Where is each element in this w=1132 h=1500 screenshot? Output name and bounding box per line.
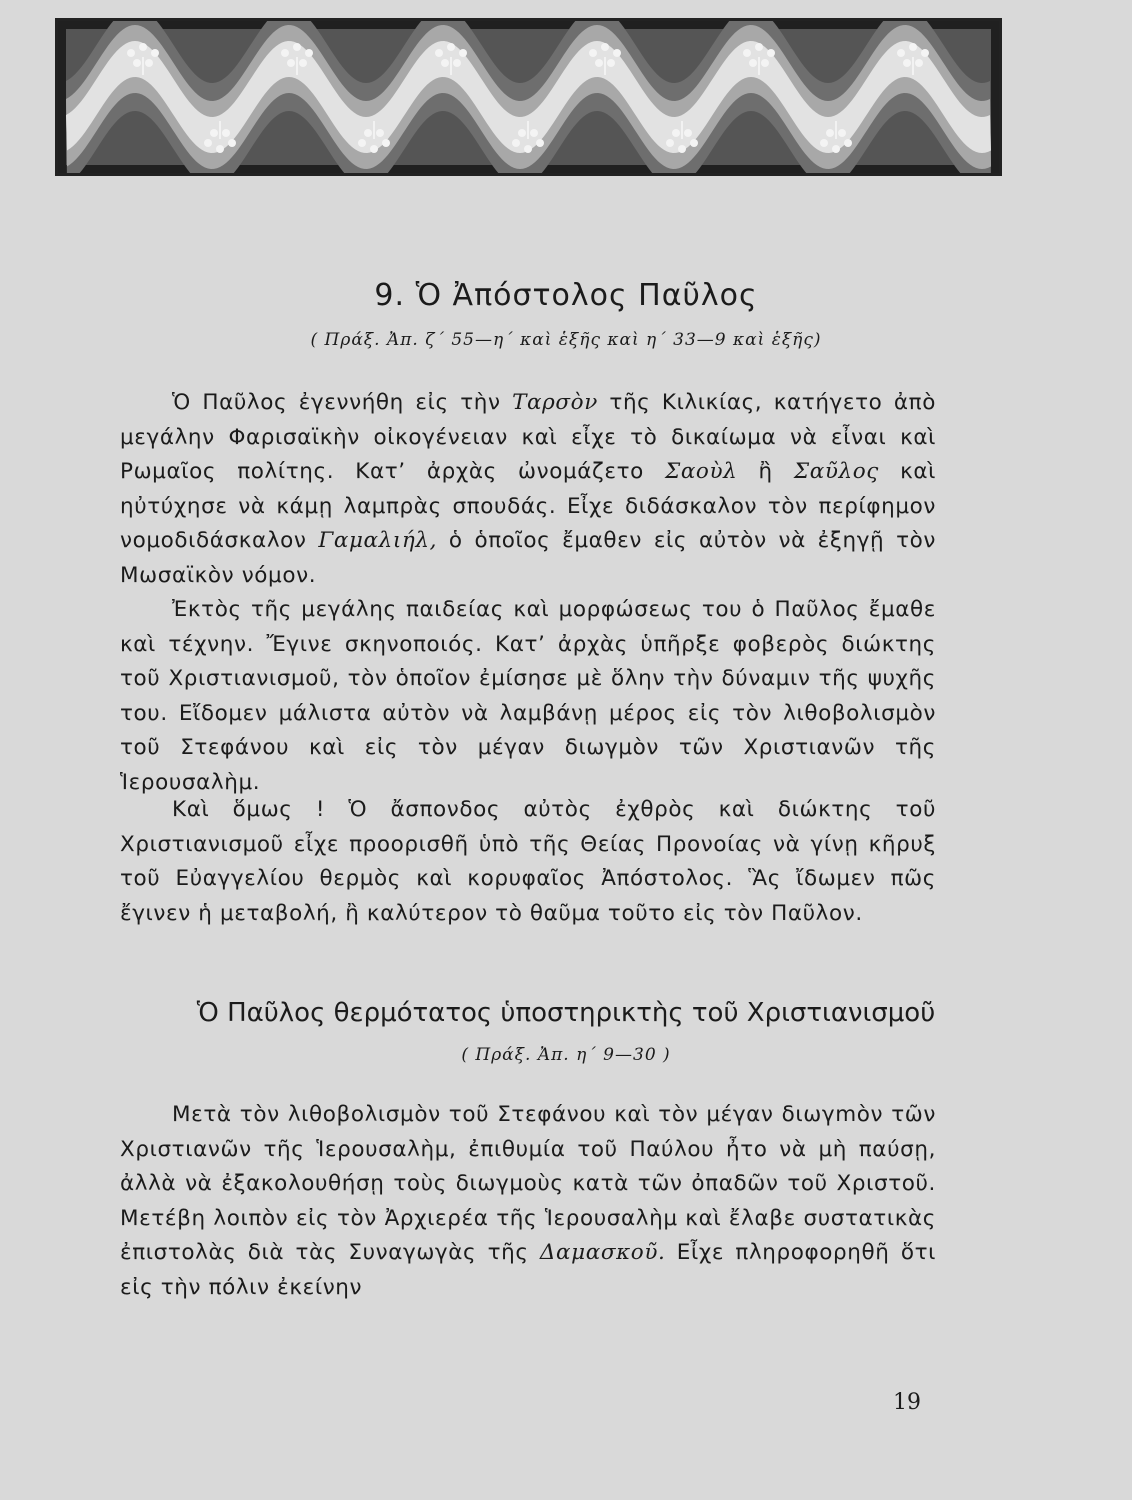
flower-dot (767, 49, 775, 57)
paragraph-3: Καὶ ὅμως ! Ὁ ἄσπονδος αὐτὸς ἐχθρὸς καὶ διώκτης τοῦ Χριστιανισμοῦ εἶχε προορισθῆ ὑπὸ τῆς Θείας Προνοίας νὰ γίνῃ κῆρυξ τοῦ Εὐαγγελίου θερμὸς καὶ κορυφαῖος Ἀπόστολος. Ἃς ἴδωμεν πῶς ἔγινεν ἡ μεταβολή, ἢ καλύτερον τὸ θαῦμα τοῦτο εἰς τὸν Παῦλον. (120, 797, 936, 926)
flower-dot (210, 129, 218, 137)
flower-dot (216, 145, 224, 153)
flower-dot (382, 139, 390, 147)
flower-dot (761, 59, 769, 67)
flower-dot (595, 59, 603, 67)
flower-dot (459, 49, 467, 57)
flower-dot (364, 129, 372, 137)
flower-dot (897, 49, 905, 57)
flower-dot (151, 49, 159, 57)
flower-dot (512, 139, 520, 147)
flower-dot (743, 49, 751, 57)
flower-dot (287, 59, 295, 67)
flower-dot (832, 145, 840, 153)
flower-dot (435, 49, 443, 57)
flower-dot (530, 129, 538, 137)
flower-dot (684, 129, 692, 137)
flower-dot (305, 49, 313, 57)
name-saulos: Σαῦλος (793, 459, 879, 484)
flower-dot (127, 49, 135, 57)
flower-dot (838, 129, 846, 137)
flower-dot (755, 43, 763, 51)
flower-dot (299, 59, 307, 67)
flower-dot (903, 59, 911, 67)
flower-dot (601, 43, 609, 51)
flower-dot (370, 145, 378, 153)
flower-dot (358, 139, 366, 147)
place-damascus: Δαμασκοῦ. (539, 1240, 666, 1265)
flower-dot (826, 129, 834, 137)
paragraph-2: Ἐκτὸς τῆς μεγάλης παιδείας καὶ μορφώσεως του ὁ Παῦλος ἔμαθε καὶ τέχνην. Ἔγινε σκηνοποιός. Κατ’ ἀρχὰς ὑπῆρξε φοβερὸς διώκτης τοῦ Χριστιανισμοῦ, τὸν ὁποῖον ἐμίσησε μὲ ὅλην τὴν δύναμιν τῆς ψυχῆς του. Εἴδομεν μάλιστα αὐτὸν νὰ λαμβάνῃ μέρος εἰς τὸν λιθοβολισμὸν τοῦ Στεφάνου καὶ εἰς τὸν μέγαν διωγμὸν τῶν Χριστιανῶν τῆς Ἱερουσαλὴμ. (120, 597, 936, 795)
flower-dot (672, 129, 680, 137)
paragraph-4: Μετὰ τὸν λιθοβολισμὸν τοῦ Στεφάνου καὶ τὸν μέγαν διωγmὸν τῶν Χριστιανῶν τῆς Ἱερουσαλὴμ, ἐπιθυμία τοῦ Παύλου ἦτο νὰ μὴ παύσῃ, ἀλλὰ νὰ ἐξακολουθήσῃ τοὺς διωγμοὺς κατὰ τῶν ὀπαδῶν τοῦ Χριστοῦ. Μετέβη λοιπὸν εἰς τὸν Ἀρχιερέα τῆς Ἱερουσαλὴμ καὶ ἔλαβε συστατικὰς ἐπιστολὰς διὰ τὰς Συναγωγὰς τῆς Δαμασκοῦ. Εἶχε πληροφορηθῆ ὅτι εἰς τὴν πόλιν ἐκείνην (120, 1102, 936, 1300)
flower-dot (915, 59, 923, 67)
flower-dot (518, 129, 526, 137)
chapter-title: 9. Ὁ Ἀπόστολος Παῦλος (374, 278, 758, 313)
flower-dot (749, 59, 757, 67)
place-tarsus: Ταρσὸν (512, 390, 598, 415)
flower-dot (222, 129, 230, 137)
section-reference: ( Πράξ. Ἀπ. η΄ 9—30 ) (461, 1045, 671, 1065)
flower-dot (589, 49, 597, 57)
paragraph-1: Ὁ Παῦλος ἐγεννήθη εἰς τὴν Ταρσὸν τῆς Κιλικίας, κατήγετο ἀπὸ μεγάλην Φαρισαϊκὴν οἰκογένειαν καὶ εἶχε τὸ δικαίωμα νὰ εἶναι καὶ Ρωμαῖος πολίτης. Κατ’ ἀρχὰς ὠνομάζετο Σαοὺλ ἢ Σαῦλος καὶ ηὐτύχησε νὰ κάμῃ λαμπρὰς σπουδάς. Εἶχε διδάσκαλον τὸν περίφημον νομοδιδάσκαλον Γαμαλιήλ, ὁ ὁποῖος ἔμαθεν εἰς αὐτὸν νὰ ἐξηγῇ τὸν Μωσαϊκὸν νόμον. (120, 390, 936, 588)
flower-dot (607, 59, 615, 67)
decorative-banner (55, 18, 1002, 176)
flower-dot (909, 43, 917, 51)
flower-dot (820, 139, 828, 147)
flower-dot (613, 49, 621, 57)
wavy-ornament-icon (58, 21, 999, 173)
page-number: 19 (893, 1390, 921, 1415)
flower-dot (228, 139, 236, 147)
flower-dot (293, 43, 301, 51)
flower-dot (133, 59, 141, 67)
flower-dot (536, 139, 544, 147)
flower-dot (447, 43, 455, 51)
flower-dot (139, 43, 147, 51)
flower-dot (281, 49, 289, 57)
flower-dot (844, 139, 852, 147)
chapter-reference: ( Πράξ. Ἀπ. ζ΄ 55—η΄ καὶ ἑξῆς καὶ η΄ 33—9 καὶ ἑξῆς) (310, 330, 822, 350)
flower-dot (921, 49, 929, 57)
flower-dot (690, 139, 698, 147)
flower-dot (441, 59, 449, 67)
flower-dot (524, 145, 532, 153)
name-gamaliel: Γαμαλιήλ, (318, 528, 438, 553)
section-title: Ὁ Παῦλος θερμότατος ὑποστηρικτὴς τοῦ Χριστιανισμοῦ (196, 998, 936, 1028)
name-saoul: Σαοὺλ (665, 459, 738, 484)
flower-dot (204, 139, 212, 147)
flower-dot (678, 145, 686, 153)
flower-dot (145, 59, 153, 67)
flower-dot (376, 129, 384, 137)
flower-dot (453, 59, 461, 67)
flower-dot (666, 139, 674, 147)
